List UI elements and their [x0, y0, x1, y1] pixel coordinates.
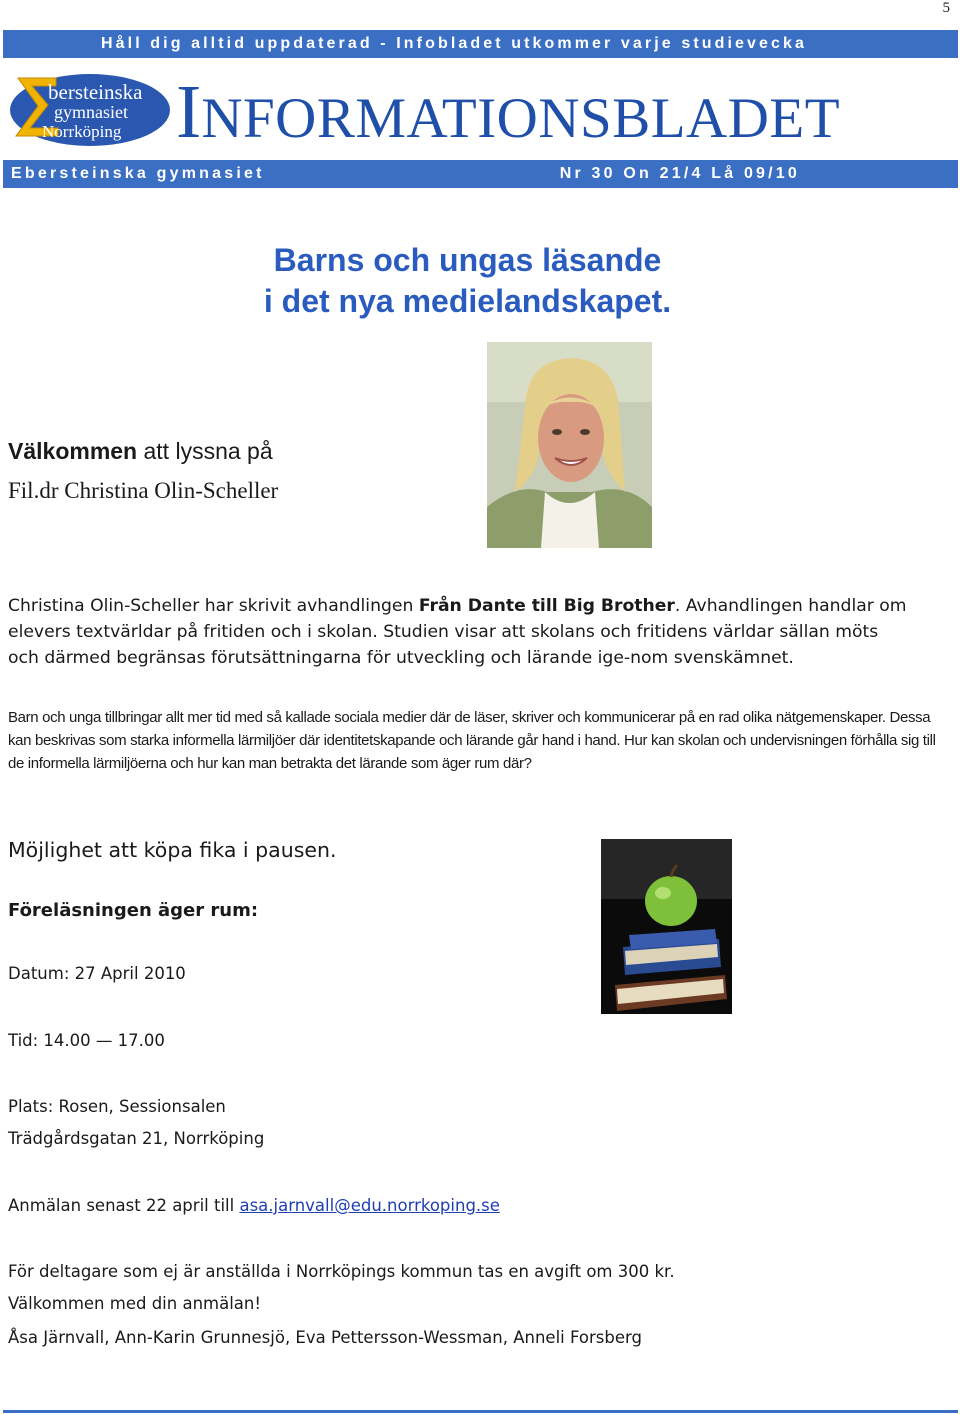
intro-paragraph	[8, 593, 908, 671]
issue-number: Nr 30 On 21/4 Lå 09/10	[559, 165, 800, 182]
fika-note: Möjlighet att köpa fika i pausen.	[8, 838, 337, 862]
headline-line1: Barns och ungas läsande	[273, 242, 662, 278]
closing-line: Välkommen med din anmälan!	[8, 1294, 261, 1313]
logo-line3: Norrköping	[42, 122, 122, 141]
event-address: Trädgårdsgatan 21, Norrköping	[8, 1129, 265, 1148]
fee-note: För deltagare som ej är anställda i Norrköpings kommun tas en avgift om 300 kr.	[8, 1262, 675, 1281]
speaker-name: Fil.dr Christina Olin-Scheller	[8, 478, 279, 503]
top-banner	[3, 30, 958, 58]
event-date: Datum: 27 April 2010	[8, 964, 186, 983]
intro-text-2: . Avhandlingen handlar om elevers textvärldar på fritiden och i skolan. Studien visar att skolans och fritidens världar sällan möts och därmed begränsas förutsättningarna för utveckling och lärande ige-nom svenskämnet.	[8, 596, 907, 668]
welcome-bold: Välkommen	[8, 438, 138, 464]
page-number: 5	[942, 0, 950, 16]
thesis-title: Från Dante till Big Brother	[418, 596, 675, 616]
headline-line2: i det nya medielandskapet.	[263, 283, 672, 319]
apple-books-image	[601, 839, 732, 1014]
article-headline	[0, 240, 935, 322]
event-place: Plats: Rosen, Sessionsalen	[8, 1097, 226, 1116]
registration-text: Anmälan senast 22 april till	[8, 1196, 240, 1215]
welcome-line	[8, 438, 273, 465]
school-name: Ebersteinska gymnasiet	[11, 165, 265, 182]
venue-heading: Föreläsningen äger rum:	[8, 900, 259, 921]
event-time: Tid: 14.00 — 17.00	[8, 1031, 165, 1050]
logo-line1: bersteinska	[48, 80, 143, 104]
logo-line2: gymnasiet	[54, 102, 128, 122]
registration-line	[8, 1196, 500, 1215]
masthead-rest: NFORMATIONSBLADET	[201, 87, 841, 150]
organizers: Åsa Järnvall, Ann-Karin Grunnesjö, Eva Pettersson-Wessman, Anneli Forsberg	[8, 1328, 642, 1347]
top-banner-text: Håll dig alltid uppdaterad - Infobladet utkommer varje studievecka	[101, 35, 808, 52]
speaker-portrait	[487, 342, 652, 548]
masthead-initial: I	[176, 70, 202, 154]
school-logo	[8, 72, 172, 148]
intro-text-1: Christina Olin-Scheller har skrivit avhandlingen	[8, 596, 419, 616]
welcome-rest: att lyssna på	[137, 438, 273, 464]
masthead-title	[176, 70, 946, 154]
issue-banner	[3, 160, 958, 188]
bottom-rule	[3, 1410, 958, 1413]
registration-email-link[interactable]: asa.jarnvall@edu.norrkoping.se	[239, 1196, 500, 1215]
body-paragraph: Barn och unga tillbringar allt mer tid med så kallade sociala medier där de läser, skriver och kommunicerar på en rad olika nätgemenskaper. Dessa kan beskrivas som starka informella lärmiljöer där identitetskapande och lärande går hand i hand. Hur kan skolan och undervisningen förhålla sig till de informella lärmiljöerna och hur kan man betrakta det lärande som äger rum där?	[8, 709, 936, 772]
